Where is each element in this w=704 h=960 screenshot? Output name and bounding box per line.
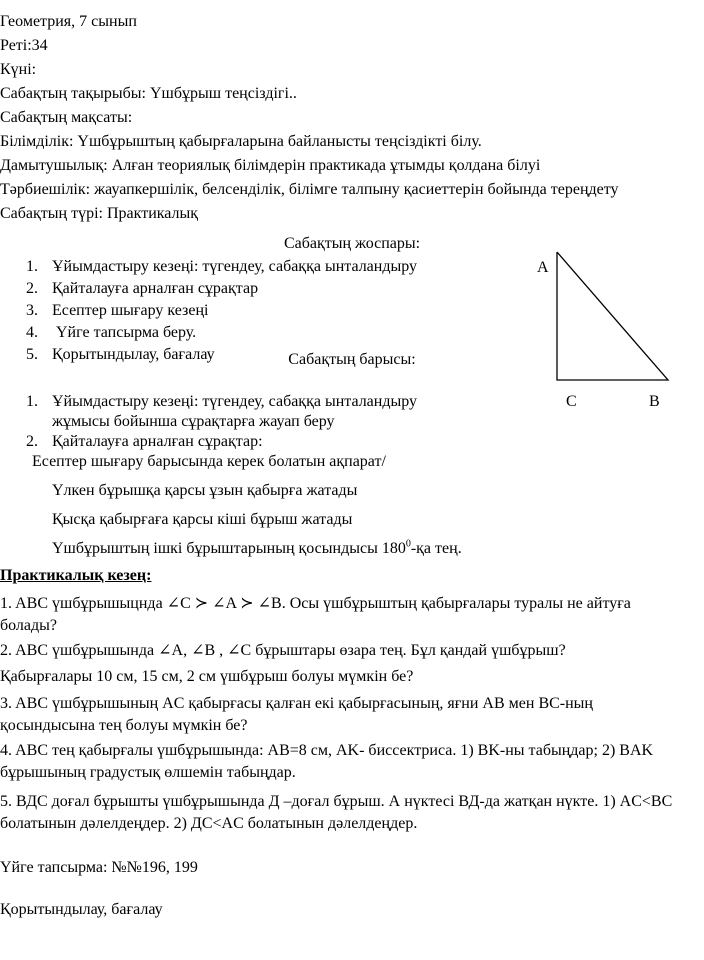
plan-item-text: Қорытындылау, бағалау [52, 346, 215, 363]
subject-line: Геометрия, 7 сынып [0, 13, 137, 30]
goal-upbringing: Тәрбиешілік: жауапкершілік, белсенділік, білімге талпыну қасиеттерін бойында тереңдету [0, 181, 619, 198]
fact-2: Қысқа қабырғаға қарсы кіші бұрыш жатады [52, 511, 353, 528]
homework: Үйге тапсырма: №№196, 199 [0, 859, 198, 876]
lesson-goal-heading: Сабақтың мақсаты: [0, 109, 133, 126]
lesson-type: Сабақтың түрі: Практикалық [0, 205, 199, 222]
plan-item-number: 2. [26, 280, 38, 297]
question-1: 1. ABC үшбұрышыцнда ∠C ≻ ∠A ≻ ∠B. Осы үшбұрыштың қабырғалары туралы не айтуға болады? [0, 595, 631, 634]
progress-item-2 [26, 432, 263, 452]
plan-item-text: Қайталауға арналған сұрақтар [52, 280, 259, 297]
vertex-label-a: A [537, 259, 549, 276]
question-4: 4. ABC тең қабырғалы үшбұрышында: AB=8 см, AK- биссектриса. 1) BK-ны табыңдар; 2) BAK бұрышының градустық өлшемін табыңдар. [0, 742, 654, 781]
plan-item-text: Есептер шығару кезеңі [52, 302, 209, 319]
question-2b: Қабырғалары 10 см, 15 см, 2 см үшбұрыш болуы мүмкін бе? [0, 668, 414, 685]
fact-3-text: Үшбұрыштың ішкі бұрыштарының қосындысы 180 [52, 540, 406, 557]
question-3: 3. ABC үшбұрышының AC қабырғасы қалған екі қабырғасының, яғни AB мен BC-ның қосындысына тең болуы мүмкін бе? [0, 695, 593, 734]
progress-item-number: 1. [26, 393, 38, 410]
fact-3-suffix: -қа тең. [410, 540, 462, 557]
plan-item-text: Үйге тапсырма беру. [52, 324, 197, 341]
practical-heading: Практикалық кезең: [0, 567, 152, 584]
plan-item-number: 1. [26, 258, 38, 275]
plan-item-text: Ұйымдастыру кезеңі: түгендеу, сабаққа ынталандыру [52, 258, 418, 275]
vertex-label-c: C [566, 393, 577, 410]
progress-item-text: Қайталауға арналған сұрақтар: [52, 433, 263, 450]
vertex-label-b: B [649, 393, 660, 410]
question-5: 5. ВДС доғал бұрышты үшбұрышында Д –доғал бұрыш. А нүктесі ВД-да жатқан нүкте. 1) AC<BC болатынын дәлелдеңдер. 2) ДС<AC болатынын дәлелдеңдер. [0, 793, 673, 832]
fact-3 [52, 539, 462, 559]
info-heading: Есептер шығару барысында керек болатын ақпарат/ [32, 453, 386, 470]
plan-title: Сабақтың жоспары: [283, 235, 421, 252]
date-line: Күні: [0, 61, 37, 78]
degree-superscript: 0 [405, 538, 411, 550]
goal-developmental: Дамытушылық: Алған теориялық білімдерін практикада ұтымды қолдана білуі [0, 157, 541, 174]
progress-item-number: 2. [26, 433, 38, 450]
lesson-number: Реті:34 [0, 37, 48, 54]
progress-item-text: Ұйымдастыру кезеңі: түгендеу, сабаққа ынталандыру [52, 393, 418, 410]
plan-item-number: 5. [26, 346, 38, 363]
summary: Қорытындылау, бағалау [0, 901, 163, 918]
plan-item-number: 4. [26, 324, 38, 341]
progress-title: Сабақтың барысы: [288, 351, 416, 368]
question-2: 2. ABC үшбұрышында ∠A, ∠B , ∠C бұрыштары өзара тең. Бұл қандай үшбұрыш? [0, 642, 566, 659]
progress-item-1-continued: жұмысы бойынша сұрақтарға жауап беру [52, 413, 335, 430]
lesson-topic: Сабақтың тақырыбы: Үшбұрыш теңсіздігі.. [0, 85, 297, 102]
progress-item-1 [26, 392, 417, 412]
fact-1: Үлкен бұрышқа қарсы ұзын қабырға жатады [52, 482, 358, 499]
plan-item-number: 3. [26, 302, 38, 319]
goal-educational: Білімділік: Үшбұрыштың қабырғаларына байланысты теңсіздікті білу. [0, 133, 482, 150]
